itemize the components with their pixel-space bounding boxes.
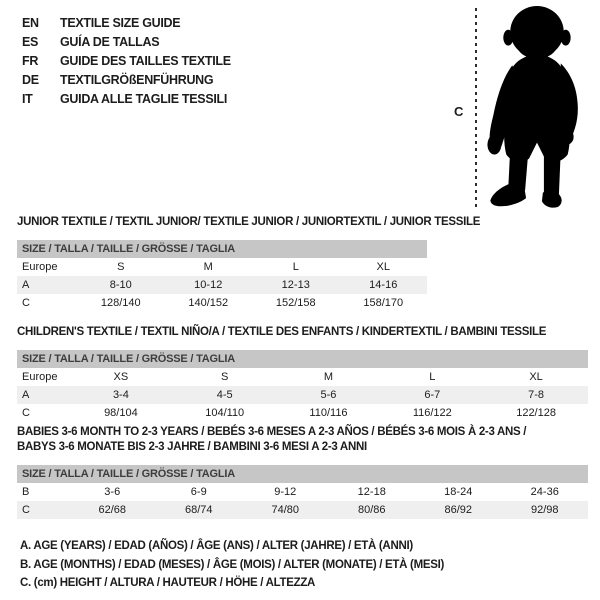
size-header-bar: SIZE / TALLA / TAILLE / GRÖSSE / TAGLIA [17,465,588,483]
table-cell: 86/92 [444,504,473,516]
language-row [22,14,231,33]
table-cell: 68/74 [184,504,213,516]
table-cell: 122/128 [516,407,556,419]
language-title: TEXTILGRÖßENFÜHRUNG [60,73,214,87]
table-cell: L [292,261,299,273]
table-cell: 4-5 [216,389,233,401]
table-cell: S [221,371,229,383]
table-cell: M [203,261,213,273]
row-label: C [22,504,30,516]
table-row [17,258,427,276]
language-row [22,71,231,90]
row-label: C [22,297,30,309]
baby-silhouette-icon [485,4,585,212]
size-table [17,465,588,519]
language-code: EN [22,16,39,30]
row-label: B [22,486,30,498]
table-row [17,294,427,312]
legend-line: C. (cm) HEIGHT / ALTURA / HAUTEUR / HÖHE / ALTEZZA [20,577,316,589]
language-title: TEXTILE SIZE GUIDE [60,16,181,30]
language-title: GUIDA ALLE TAGLIE TESSILI [60,92,228,106]
legend-line: B. AGE (MONTHS) / EDAD (MESES) / ÂGE (MOIS) / ALTER (MONATE) / ETÀ (MESI) [20,558,445,571]
table-cell: M [323,371,334,383]
language-list [22,14,231,109]
table-cell: 3-4 [112,389,129,401]
childrens-textile-section [17,325,588,422]
junior-textile-section [17,215,481,312]
table-title-line: JUNIOR TEXTILE / TEXTIL JUNIOR/ TEXTILE JUNIOR / JUNIORTEXTIL / JUNIOR TESSILE [17,216,481,228]
language-title: GUIDE DES TAILLES TEXTILE [60,54,231,68]
table-row [17,404,588,422]
table-cell: XS [113,371,129,383]
table-cell: 10-12 [194,279,223,291]
language-row [22,52,231,71]
table-cell: 140/152 [188,297,229,309]
table-row [17,276,427,294]
table-cell: 6-7 [424,389,441,401]
size-header-bar: SIZE / TALLA / TAILLE / GRÖSSE / TAGLIA [17,350,588,368]
height-dashed-line [475,8,477,207]
table-title [17,325,588,340]
size-header-bar: SIZE / TALLA / TAILLE / GRÖSSE / TAGLIA [17,240,427,258]
table-cell: 110/116 [309,407,348,419]
language-row [22,90,231,109]
table-title-line: BABIES 3-6 MONTH TO 2-3 YEARS / BEBÉS 3-6 MESES A 2-3 AÑOS / BÉBÉS 3-6 MOIS À 2-3 ANS / [17,426,527,438]
table-title [17,425,588,455]
table-cell: 128/140 [100,297,141,309]
table-title-line: CHILDREN'S TEXTILE / TEXTIL NIÑO/A / TEXTILE DES ENFANTS / KINDERTEXTIL / BAMBINI TESSILE [17,326,547,338]
table-row [17,501,588,519]
table-row [17,386,588,404]
table-cell: 80/86 [357,504,386,516]
row-label: C [22,407,30,419]
size-table [17,240,427,312]
table-cell: 9-12 [274,486,297,498]
table-cell: 5-6 [320,389,337,401]
table-cell: 152/158 [275,297,316,309]
legend [20,537,444,593]
row-label: A [22,389,30,401]
size-table [17,350,588,422]
language-title: GUÍA DE TALLAS [60,35,160,49]
table-row [17,483,588,501]
table-cell: 8-10 [109,279,132,291]
table-cell: XL [376,261,390,273]
table-cell: 92/98 [530,504,559,516]
language-code: ES [22,35,39,49]
row-label: Europe [22,261,58,273]
table-cell: 12-13 [281,279,310,291]
babies-textile-section [17,425,588,519]
table-cell: XL [529,371,543,383]
table-cell: L [429,371,436,383]
table-cell: 158/170 [363,297,404,309]
language-row [22,33,231,52]
table-cell: S [117,261,125,273]
table-cell: 24-36 [530,486,559,498]
table-row [17,368,588,386]
table-cell: 18-24 [444,486,473,498]
row-label: A [22,279,30,291]
table-cell: 104/110 [205,407,245,419]
language-code: DE [22,73,39,87]
table-cell: 74/80 [271,504,300,516]
table-cell: 98/104 [104,407,138,419]
table-cell: 7-8 [528,389,545,401]
baby-height-figure [450,0,600,216]
legend-line: A. AGE (YEARS) / EDAD (AÑOS) / ÂGE (ANS) / ALTER (JAHRE) / ETÀ (ANNI) [20,540,413,552]
table-cell: 116/122 [412,407,452,419]
table-title [17,215,481,230]
table-cell: 12-18 [357,486,386,498]
height-c-label: C [454,104,464,119]
row-label: Europe [22,371,58,383]
table-cell: 6-9 [190,486,207,498]
table-cell: 3-6 [104,486,121,498]
table-cell: 62/68 [98,504,127,516]
language-code: IT [22,92,33,106]
table-title-line: BABYS 3-6 MONATE BIS 2-3 JAHRE / BAMBINI 3-6 MESI A 2-3 ANNI [17,441,367,453]
language-code: FR [22,54,39,68]
table-cell: 14-16 [369,279,398,291]
